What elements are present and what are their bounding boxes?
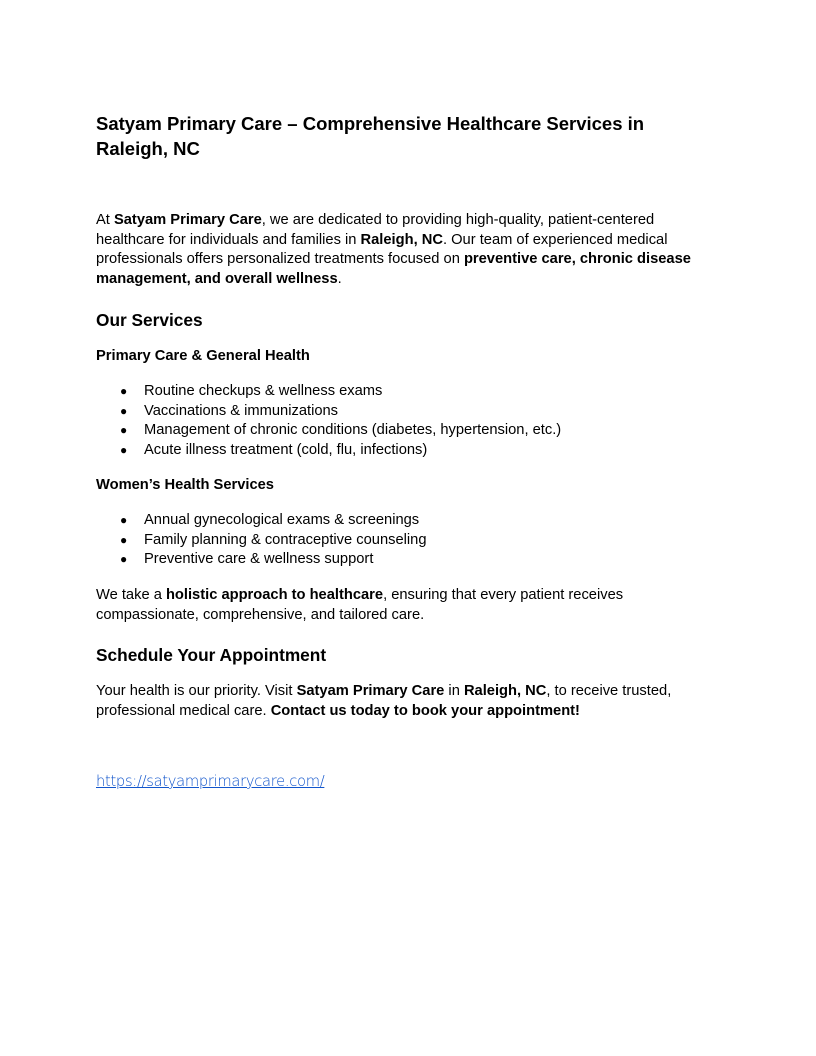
intro-bold-2: Raleigh, NC [360,231,443,248]
holistic-text-2: , ensuring that every patient receives compassionate, comprehensive, and tailored care. [96,587,624,623]
list-item-text: Preventive care & wellness support [144,551,374,567]
intro-text-1: At [96,212,114,228]
intro-text-4: . [337,270,342,287]
bullet-icon: ● [120,552,128,566]
website-link[interactable]: https://satyamprimarycare.com/ [96,773,325,790]
bullet-icon: ● [120,532,128,547]
bullet-icon: ● [120,442,128,457]
list-item [96,402,561,422]
list-item-text: Routine checkups & wellness exams [144,383,383,399]
intro-paragraph [96,211,720,289]
schedule-bold-3: Contact us today to book your appointment! [270,702,580,719]
list-item-text: Acute illness treatment (cold, flu, infections) [144,441,428,458]
schedule-text-1: Your health is our priority. Visit [96,683,297,699]
womens-health-list [96,511,426,570]
list-item [96,441,561,461]
list-item-text: Family planning & contraceptive counseling [144,531,427,548]
schedule-bold-1: Satyam Primary Care [296,683,445,699]
schedule-bold-2: Raleigh, NC [463,683,547,699]
holistic-bold-1: holistic approach to healthcare [165,587,384,603]
services-heading: Our Services [96,310,203,330]
bullet-icon: ● [120,403,128,418]
list-item [96,550,426,570]
schedule-paragraph [96,682,720,721]
list-item-text: Vaccinations & immunizations [144,402,339,419]
bullet-icon: ● [120,384,128,398]
schedule-text-3: , to receive trusted, professional medical care. [96,683,672,719]
primary-care-list [96,382,561,460]
holistic-text-1: We take a [96,587,166,603]
schedule-text-2: in [444,683,464,699]
list-item [96,511,426,531]
intro-bold-3: preventive care, chronic disease management, and overall wellness [96,251,691,287]
primary-care-heading: Primary Care & General Health [96,348,310,364]
schedule-heading: Schedule Your Appointment [96,645,327,665]
list-item [96,382,561,402]
page-title: Satyam Primary Care – Comprehensive Healthcare Services in Raleigh, NC [96,113,645,159]
list-item-text: Annual gynecological exams & screenings [144,512,420,528]
intro-text-3: . Our team of experienced medical professionals offers personalized treatments focused on [96,231,668,267]
list-item-text: Management of chronic conditions (diabetes, hypertension, etc.) [144,422,562,438]
intro-bold-1: Satyam Primary Care [113,212,262,228]
list-item [96,531,426,551]
bullet-icon: ● [120,513,128,527]
list-item [96,421,561,441]
holistic-paragraph [96,586,720,625]
intro-text-2: , we are dedicated to providing high-quality, patient-centered healthcare for individuals and families in [96,212,655,248]
bullet-icon: ● [120,423,128,437]
womens-health-heading: Women’s Health Services [96,477,274,493]
